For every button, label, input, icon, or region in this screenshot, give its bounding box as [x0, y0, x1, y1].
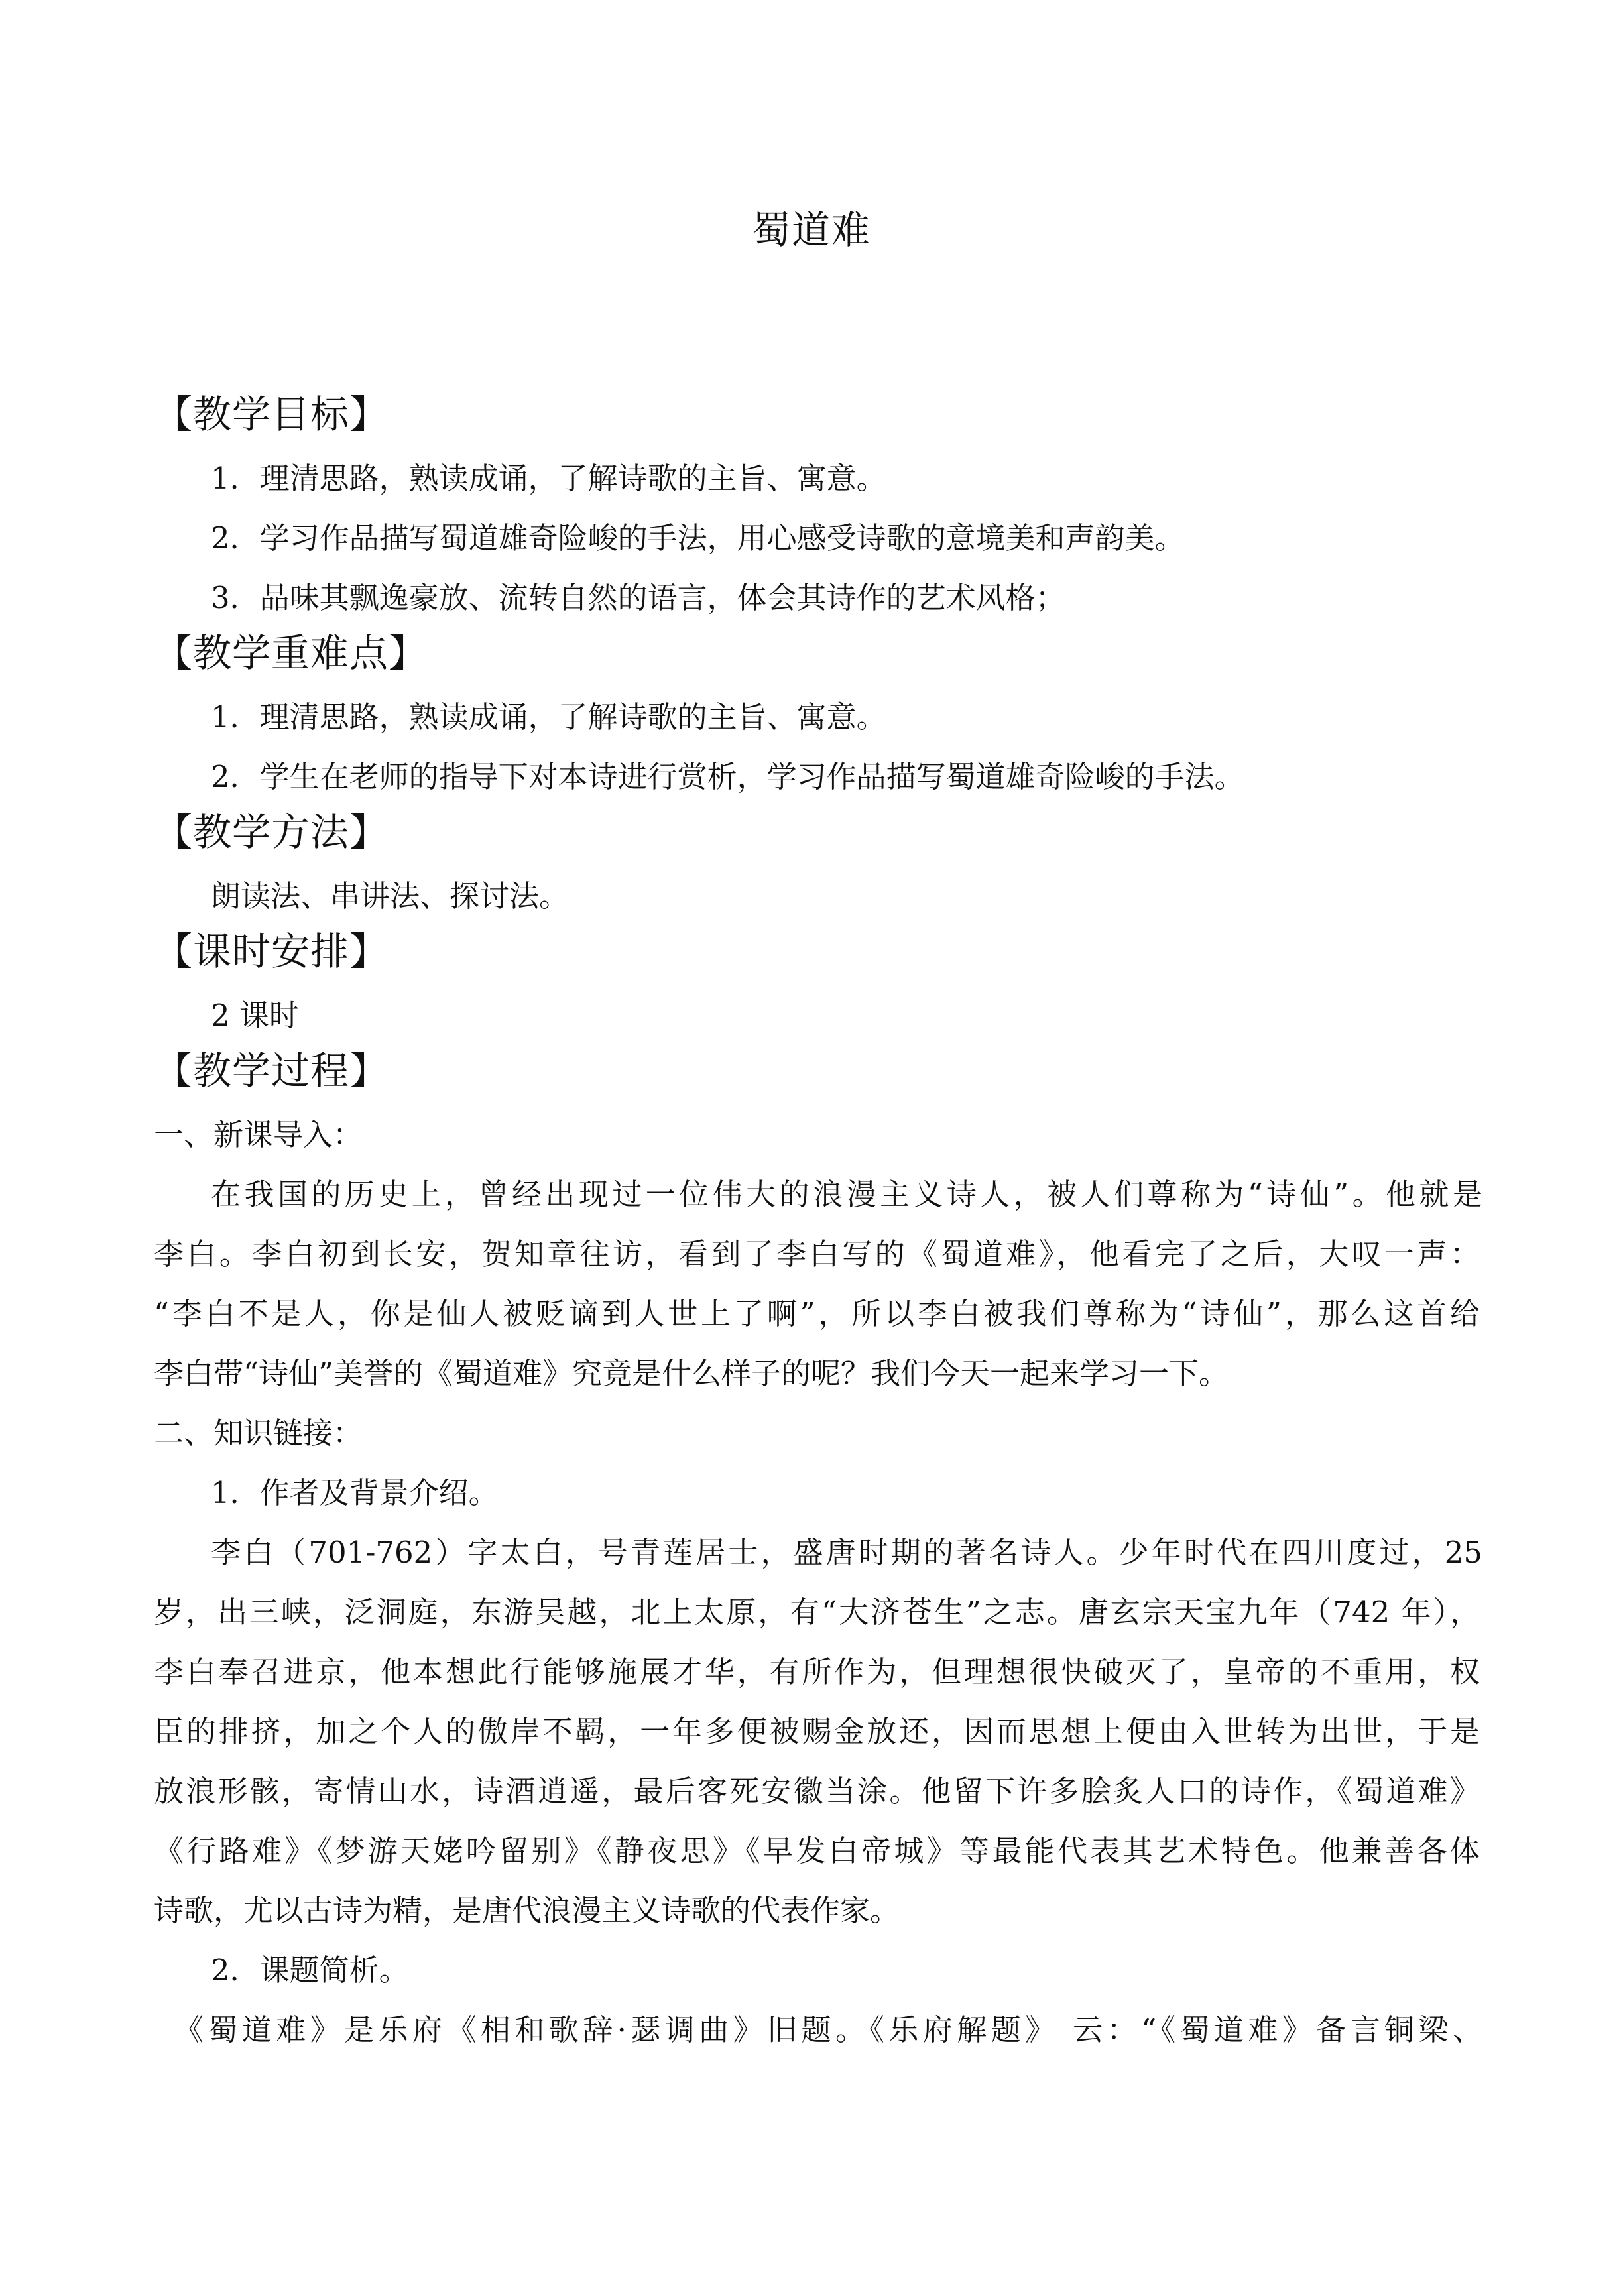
section-heading-schedule: 【课时安排】 [154, 929, 389, 974]
paragraph-line: 《蜀道难》是乐府《相和歌辞·瑟调曲》旧题。《乐府解题》 云：“《蜀道难》备言铜梁、 [174, 2012, 1482, 2047]
paragraph-line: 李白（701-762）字太白，号青莲居士，盛唐时期的著名诗人。少年时代在四川度过，25 [211, 1535, 1482, 1570]
paragraph-line: 李白奉召进京，他本想此行能够施展才华，有所作为，但理想很快破灭了，皇帝的不重用，权 [154, 1654, 1480, 1689]
part-title: 一、新课导入： [154, 1117, 363, 1152]
page-title: 蜀道难 [751, 208, 871, 253]
paragraph-line: “李白不是人，你是仙人被贬谪到人世上了啊”，所以李白被我们尊称为“诗仙”，那么这首给 [154, 1296, 1480, 1331]
section-heading-goals: 【教学目标】 [154, 392, 389, 437]
goal-item: 1．理清思路，熟读成诵，了解诗歌的主旨、寓意。 [211, 461, 886, 496]
schedule-text: 2 课时 [211, 998, 299, 1033]
paragraph-line: 李白带“诗仙”美誉的《蜀道难》究竟是什么样子的呢？我们今天一起来学习一下。 [154, 1356, 1229, 1391]
paragraph-line: 诗歌，尤以古诗为精，是唐代浪漫主义诗歌的代表作家。 [154, 1893, 900, 1928]
goal-item: 2．学习作品描写蜀道雄奇险峻的手法，用心感受诗歌的意境美和声韵美。 [211, 520, 1185, 556]
methods-text: 朗读法、串讲法、探讨法。 [211, 878, 570, 914]
section-heading-process: 【教学过程】 [154, 1048, 389, 1093]
paragraph-line: 《行路难》《梦游天姥吟留别》《静夜思》《早发白帝城》等最能代表其艺术特色。他兼善各体 [154, 1833, 1480, 1868]
part-title: 二、知识链接： [154, 1416, 363, 1451]
paragraph-line: 臣的排挤，加之个人的傲岸不羁，一年多便被赐金放还，因而思想上便由入世转为出世，于是 [154, 1714, 1480, 1749]
subsection-title: 2．课题简析。 [211, 1953, 409, 1988]
key-point-item: 2．学生在老师的指导下对本诗进行赏析，学习作品描写蜀道雄奇险峻的手法。 [211, 759, 1244, 794]
subsection-title: 1．作者及背景介绍。 [211, 1475, 499, 1510]
paragraph-line: 放浪形骸，寄情山水，诗酒逍遥，最后客死安徽当涂。他留下许多脍炙人口的诗作，《蜀道难》 [154, 1774, 1480, 1809]
section-heading-methods: 【教学方法】 [154, 810, 389, 855]
section-heading-key-points: 【教学重难点】 [154, 631, 428, 676]
paragraph-line: 岁，出三峡，泛洞庭，东游吴越，北上太原，有“大济苍生”之志。唐玄宗天宝九年（742 年）， [154, 1595, 1480, 1630]
key-point-item: 1．理清思路，熟读成诵，了解诗歌的主旨、寓意。 [211, 699, 886, 735]
goal-item: 3．品味其飘逸豪放、流转自然的语言，体会其诗作的艺术风格； [211, 580, 1065, 615]
paragraph-line: 李白。李白初到长安，贺知章往访，看到了李白写的《蜀道难》，他看完了之后，大叹一声： [154, 1237, 1480, 1272]
paragraph-line: 在我国的历史上，曾经出现过一位伟大的浪漫主义诗人，被人们尊称为“诗仙”。他就是 [211, 1177, 1482, 1212]
